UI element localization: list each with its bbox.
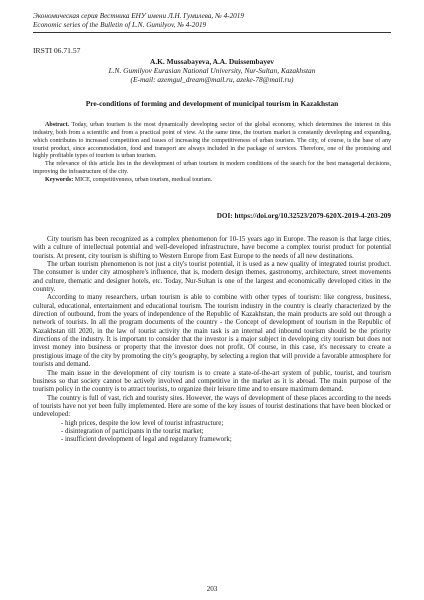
body-paragraph-3: According to many researchers, urban tourism is able to combine with other types of tourism: like congress, business, cultural, educational, entertainment and educational tourism. The tourism industry in the country is clearly characterized by the direction of outbound, from the years of independence of the Republic of Kazakhstan, the main products are sold out through a network of tourists. In all the program documents of the country - the Concept of development of tourism in the Republic of Kazakhstan till 2020, in the law of tourist activity the main task is an internal and inbound tourism should be the priority directions of the industry. It is important to consider that the investor is a major subject in developing city tourism but does not invest money into business or property that the investor does not profit. Of course, in this case, it's necessary to create a prestigious image of the city by promoting the city's geography, by selecting a region that will provide a favorable atmosphere for tourists and demand. xyxy=(33,294,391,369)
article-body xyxy=(33,236,391,445)
keywords-label: Keywords: xyxy=(45,176,74,183)
abstract-relevance: The relevance of this article lies in the development of urban tourism in modern conditions of the search for the best managerial decisions, improving the infrastructure of the city. xyxy=(33,161,391,176)
body-paragraph-2: The urban tourism phenomenon is not just a city's tourist potential, it is used as a new quality of integrated tourist product. The consumer is under city atmosphere's influence, that is, modern design themes, gastronomy, architecture, street movements and culture, thematic and designer hotels, etc. Today, Nur-Sultan is one of the largest and economically developed cities in the country. xyxy=(33,261,391,294)
body-paragraph-5: The country is full of vast, rich and touristy sites. However, the ways of development of these places according to the needs of tourists have not yet been fully implemented. Here are some of the key issues of tourist destinations that have been blocked or undeveloped: xyxy=(33,394,391,419)
author-affiliation: L.N. Gumilyov Eurasian National University, Nur-Sultan, Kazakhstan xyxy=(108,66,316,76)
author-names: A.K. Mussabayeva, A.A. Duissembayev xyxy=(149,57,274,66)
body-paragraph-1: City tourism has been recognized as a complex phenomenon for 10-15 years ago in Europe. The reason is that large cities, with a culture of intellectual potential and well-developed infrastructure, have become a complex tourist product for potential tourists. At present, city tourism is shifting to Western Europe from East Europe to the needs of all new destinations. xyxy=(33,236,391,260)
abstract-text: Today, urban tourism is the most dynamically developing sector of the global economy, which determines the interest in this industry, both from a scientific and from a practical point of view. At the same time, the tourism market is constantly developing and expanding, which contributes to increased competition and issues of increasing the competitiveness of urban tourism. The city, of course, is the base of any tourist product, since accommodation, food and transport are always included in the package of services. Therefore, one of the promising and highly profitable types of tourism is urban tourism. xyxy=(33,122,391,160)
article-title: Pre-conditions of forming and development of municipal tourism in Kazakhstan xyxy=(85,99,339,108)
irsti-code: IRSTI 06.71.57 xyxy=(33,46,81,55)
author-emails: (E-mail: azemgul_dream@mail.ru, azeke-78@mail.ru) xyxy=(130,75,294,85)
page-number: 203 xyxy=(206,585,218,593)
list-item: - insufficient development of legal and regulatory framework; xyxy=(61,436,232,444)
abstract xyxy=(33,122,391,185)
header-line-ru: Экономическая серия Вестника ЕНУ имени Л.Н. Гумилева, № 4-2019 xyxy=(33,12,244,20)
abstract-label: Abstract. xyxy=(45,122,70,128)
list-item: - disintegration of participants in the tourist market; xyxy=(61,427,204,435)
list-item: - high prices, despite the low level of tourist infrastructure; xyxy=(61,419,224,427)
header-line-en: Economic series of the Bulletin of L.N. Gumilyov, № 4-2019 xyxy=(33,21,207,29)
keywords-line xyxy=(33,177,391,185)
running-header xyxy=(33,12,393,30)
author-block xyxy=(33,57,391,85)
issues-list xyxy=(33,420,391,445)
abstract-paragraph xyxy=(33,122,391,161)
header-divider xyxy=(33,32,391,33)
doi-link[interactable]: DOI: https://doi.org/10.32523/2079-620X-2019-4-203-209 xyxy=(216,212,391,220)
body-paragraph-4: The main issue in the development of city tourism is to create a state-of-the-art system of public, tourist, and tourism business so that society cannot be actively involved and competitive in the market as it is abroad. The main purpose of the tourism policy in the country is to attract tourists, to organize their leisure time and to ensure maximum demand. xyxy=(33,369,391,394)
keywords-text: MICE, competitiveness, urban tourism, medical tourism. xyxy=(74,176,213,183)
